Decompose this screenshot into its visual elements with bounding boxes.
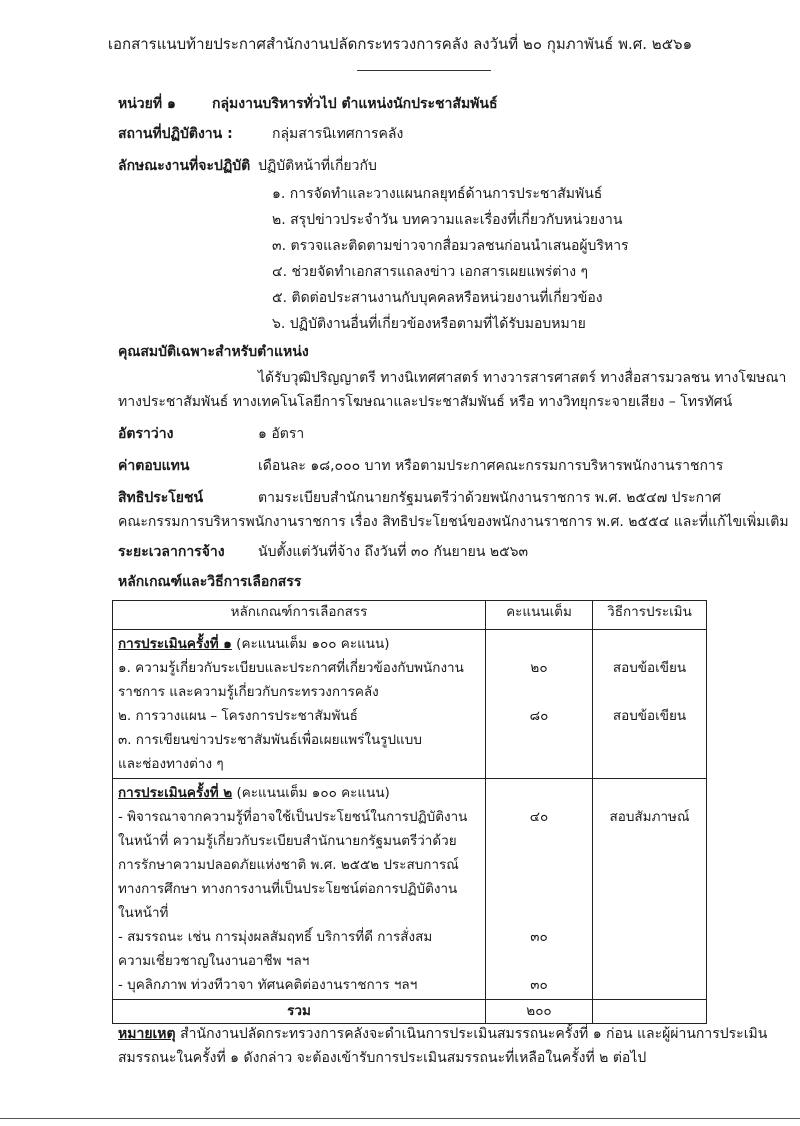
note-line bbox=[118, 1024, 767, 1044]
criterion-line: ราชการ และความรู้เกี่ยวกับกระทรวงการคลัง bbox=[118, 684, 379, 700]
criterion-line: - บุคลิกภาพ ท่วงทีวาจา ทัศนคติต่องานราชการ ฯลฯ bbox=[118, 977, 418, 993]
duty-item: ๑. การจัดทำและวางแผนกลยุทธ์ด้านการประชาสัมพันธ์ bbox=[272, 186, 603, 202]
method-value: สอบข้อเขียน bbox=[612, 708, 687, 724]
column-header: วิธีการประเมิน bbox=[593, 601, 707, 630]
round-2-methods bbox=[593, 779, 707, 1000]
workplace-label: สถานที่ปฏิบัติงาน : bbox=[118, 126, 233, 142]
duty-item: ๕. ติดต่อประสานงานกับบุคคลหรือหน่วยงานที่เกี่ยวข้อง bbox=[272, 290, 603, 306]
score-value: ๓๐ bbox=[530, 977, 548, 993]
benefits-line: คณะกรรมการบริหารพนักงานราชการ เรื่อง สิทธิประโยชน์ของพนักงานราชการ พ.ศ. ๒๕๕๔ และที่แก้ไขเพิ่มเติม bbox=[118, 514, 789, 530]
round-1-methods bbox=[593, 630, 707, 779]
method-value: สอบข้อเขียน bbox=[612, 660, 687, 676]
round-2-title: การประเมินครั้งที่ ๒ (คะแนนเต็ม ๑๐๐ คะแนน) bbox=[118, 785, 390, 801]
vacancy-label: อัตราว่าง bbox=[118, 426, 174, 442]
duty-item: ๓. ตรวจและติดตามข่าวจากสื่อมวลชนก่อนนำเสนอผู้บริหาร bbox=[272, 238, 629, 254]
criterion-line: ความเชี่ยวชาญในงานอาชีพ ฯลฯ bbox=[118, 953, 310, 969]
document-header: เอกสารแนบท้ายประกาศสำนักงานปลัดกระทรวงการคลัง ลงวันที่ ๒๐ กุมภาพันธ์ พ.ศ. ๒๕๖๑ bbox=[107, 35, 693, 53]
criterion-line: ในหน้าที่ ความรู้เกี่ยวกับระเบียบสำนักนายกรัฐมนตรีว่าด้วย bbox=[118, 833, 457, 849]
salary-label: ค่าตอบแทน bbox=[118, 458, 190, 474]
score-value: ๒๐ bbox=[530, 660, 548, 676]
score-value: ๘๐ bbox=[529, 708, 549, 724]
criterion-line: ๓. การเขียนข่าวประชาสัมพันธ์เพื่อเผยแพร่ในรูปแบบ bbox=[118, 732, 422, 748]
criterion-line: และช่องทางต่าง ๆ bbox=[118, 756, 224, 772]
note-text: สำนักงานปลัดกระทรวงการคลังจะดำเนินการประเมินสมรรถนะครั้งที่ ๑ ก่อน และผู้ผ่านการประเมิน bbox=[180, 1026, 768, 1042]
benefits-line: ตามระเบียบสำนักนายกรัฐมนตรีว่าด้วยพนักงานราชการ พ.ศ. ๒๕๔๗ ประกาศ bbox=[258, 490, 721, 506]
selection-heading: หลักเกณฑ์และวิธีการเลือกสรร bbox=[118, 574, 302, 590]
duty-item: ๔. ช่วยจัดทำเอกสารแถลงข่าว เอกสารเผยแพร่ต่าง ๆ bbox=[272, 264, 589, 280]
total-value: ๒๐๐ bbox=[486, 1000, 593, 1024]
duty-item: ๒. สรุปข่าวประจำวัน บทความและเรื่องที่เกี่ยวกับหน่วยงาน bbox=[272, 212, 623, 228]
unit-label: หน่วยที่ ๑ bbox=[118, 96, 176, 112]
qualifications-label: คุณสมบัติเฉพาะสำหรับตำแหน่ง bbox=[118, 344, 309, 360]
round-2-criteria bbox=[113, 779, 486, 1000]
workplace-value: กลุ่มสารนิเทศการคลัง bbox=[272, 126, 404, 142]
note-label: หมายเหตุ bbox=[118, 1026, 176, 1042]
score-value: ๔๐ bbox=[529, 809, 549, 825]
criteria-table bbox=[112, 600, 707, 1024]
salary-value: เดือนละ ๑๘,๐๐๐ บาท หรือตามประกาศคณะกรรมการบริหารพนักงานราชการ bbox=[258, 458, 724, 474]
benefits-label: สิทธิประโยชน์ bbox=[118, 490, 204, 506]
criterion-line: - พิจารณาจากความรู้ที่อาจใช้เป็นประโยชน์ในการปฏิบัติงาน bbox=[118, 809, 468, 825]
round-1-criteria bbox=[113, 630, 486, 779]
duties-label: ลักษณะงานที่จะปฏิบัติ bbox=[118, 158, 251, 174]
period-label: ระยะเวลาการจ้าง bbox=[118, 544, 225, 560]
criterion-line: ทางการศึกษา ทางการงานที่เป็นประโยชน์ต่อการปฏิบัติงาน bbox=[118, 881, 458, 897]
qualifications-line: ได้รับวุฒิปริญญาตรี ทางนิเทศศาสตร์ ทางวารสารศาสตร์ ทางสื่อสารมวลชน ทางโฆษณา bbox=[258, 370, 787, 386]
column-header: คะแนนเต็ม bbox=[486, 601, 593, 630]
bottom-divider bbox=[0, 1118, 800, 1119]
criterion-line: ๒. การวางแผน – โครงการประชาสัมพันธ์ bbox=[118, 708, 358, 724]
round-1-scores bbox=[486, 630, 593, 779]
criterion-line: ในหน้าที่ bbox=[118, 905, 169, 921]
unit-title: กลุ่มงานบริหารทั่วไป ตำแหน่งนักประชาสัมพันธ์ bbox=[212, 96, 498, 112]
round-2-scores bbox=[486, 779, 593, 1000]
table-total-row bbox=[113, 1000, 707, 1024]
method-value: สอบสัมภาษณ์ bbox=[609, 809, 690, 825]
qualifications-line: ทางประชาสัมพันธ์ ทางเทคโนโลยีการโฆษณาและประชาสัมพันธ์ หรือ ทางวิทยุกระจายเสียง – โทรทัศน์ bbox=[118, 394, 733, 410]
duty-item: ๖. ปฏิบัติงานอื่นที่เกี่ยวข้องหรือตามที่ได้รับมอบหมาย bbox=[272, 316, 586, 332]
header-divider bbox=[357, 70, 491, 71]
criterion-line: ๑. ความรู้เกี่ยวกับระเบียบและประกาศที่เกี่ยวข้องกับพนักงาน bbox=[118, 660, 464, 676]
round-1-title: การประเมินครั้งที่ ๑ (คะแนนเต็ม ๑๐๐ คะแนน) bbox=[118, 636, 390, 652]
column-header: หลักเกณฑ์การเลือกสรร bbox=[113, 601, 486, 630]
table-row bbox=[113, 779, 707, 1000]
note-line: สมรรถนะในครั้งที่ ๑ ดังกล่าว จะต้องเข้ารับการประเมินสมรรถนะที่เหลือในครั้งที่ ๒ ต่อไป bbox=[118, 1050, 647, 1066]
total-label: รวม bbox=[113, 1000, 486, 1024]
table-header-row bbox=[113, 601, 707, 630]
period-value: นับตั้งแต่วันที่จ้าง ถึงวันที่ ๓๐ กันยายน ๒๕๖๓ bbox=[258, 544, 529, 560]
criterion-line: - สมรรถนะ เช่น การมุ่งผลสัมฤทธิ์ บริการที่ดี การสั่งสม bbox=[118, 929, 433, 945]
vacancy-value: ๑ อัตรา bbox=[258, 426, 305, 442]
criterion-line: การรักษาความปลอดภัยแห่งชาติ พ.ศ. ๒๕๕๒ ประสบการณ์ bbox=[118, 857, 459, 873]
duties-intro: ปฏิบัติหน้าที่เกี่ยวกับ bbox=[258, 158, 377, 174]
score-value: ๓๐ bbox=[530, 929, 548, 945]
table-row bbox=[113, 630, 707, 779]
